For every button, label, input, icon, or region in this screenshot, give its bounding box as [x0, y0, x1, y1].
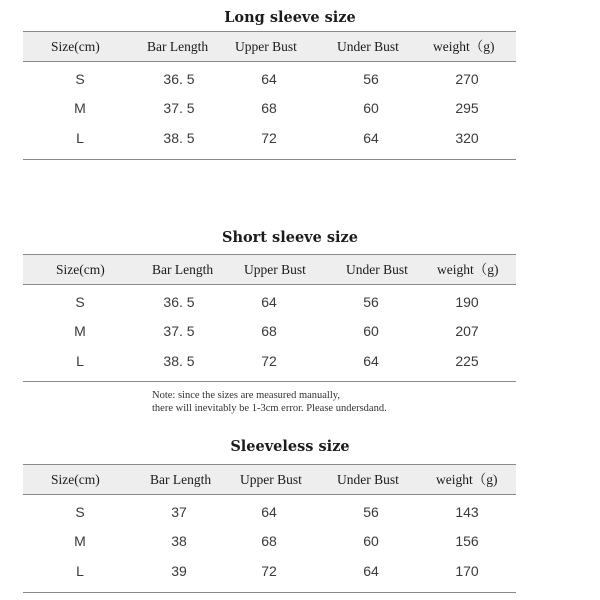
cell-size: S [75, 504, 85, 520]
table-bottom-rule [23, 381, 516, 382]
cell-bar-length: 36. 5 [163, 294, 195, 310]
table-row [23, 556, 516, 586]
cell-size: L [76, 130, 84, 146]
cell-weight: 225 [455, 353, 479, 369]
cell-upper-bust: 64 [261, 71, 277, 87]
cell-bar-length: 36. 5 [163, 71, 195, 87]
header-size: Size(cm) [56, 262, 105, 277]
cell-weight: 295 [455, 100, 479, 116]
table-header-sleeveless [23, 464, 516, 495]
cell-weight: 170 [455, 563, 479, 579]
cell-bar-length: 38 [171, 533, 187, 549]
cell-size: L [76, 563, 84, 579]
table-title-short-sleeve: Short sleeve size [221, 229, 359, 246]
cell-size: S [75, 294, 85, 310]
header-upper-bust: Upper Bust [244, 262, 306, 277]
table-row [23, 346, 516, 376]
note-line-2: there will inevitably be 1-3cm error. Please undersdand. [152, 403, 387, 414]
cell-weight: 143 [455, 504, 479, 520]
header-under-bust: Under Bust [337, 472, 399, 487]
cell-weight: 320 [455, 130, 479, 146]
cell-size: L [76, 353, 84, 369]
cell-bar-length: 38. 5 [163, 353, 195, 369]
cell-weight: 190 [455, 294, 479, 310]
cell-weight: 270 [455, 71, 479, 87]
header-upper-bust: Upper Bust [235, 39, 297, 54]
cell-upper-bust: 64 [261, 294, 277, 310]
note-line-1: Note: since the sizes are measured manually, [152, 390, 340, 401]
table-bottom-rule [23, 592, 516, 593]
header-bar-length: Bar Length [152, 262, 214, 277]
cell-upper-bust: 64 [261, 504, 277, 520]
cell-weight: 207 [455, 323, 479, 339]
cell-size: M [74, 323, 86, 339]
cell-bar-length: 37. 5 [163, 100, 195, 116]
table-row [23, 123, 516, 153]
table-bottom-rule [23, 159, 516, 160]
cell-bar-length: 39 [171, 563, 187, 579]
cell-under-bust: 60 [363, 323, 379, 339]
header-bar-length: Bar Length [150, 472, 212, 487]
header-under-bust: Under Bust [337, 39, 399, 54]
cell-size: S [75, 71, 85, 87]
cell-under-bust: 56 [363, 71, 379, 87]
header-weight: weight（g) [433, 39, 495, 54]
cell-under-bust: 60 [363, 100, 379, 116]
cell-upper-bust: 72 [261, 130, 277, 146]
table-header-long-sleeve [23, 31, 516, 62]
cell-bar-length: 37. 5 [163, 323, 195, 339]
table-row [23, 526, 516, 556]
header-weight: weight（g) [436, 472, 498, 487]
cell-weight: 156 [455, 533, 479, 549]
header-size: Size(cm) [51, 39, 100, 54]
cell-under-bust: 64 [363, 563, 379, 579]
header-bar-length: Bar Length [147, 39, 209, 54]
cell-under-bust: 64 [363, 353, 379, 369]
cell-under-bust: 56 [363, 294, 379, 310]
measurement-note [152, 389, 482, 415]
table-row [23, 287, 516, 317]
cell-bar-length: 38. 5 [163, 130, 195, 146]
table-title-long-sleeve: Long sleeve size [224, 9, 356, 26]
table-row [23, 497, 516, 527]
cell-size: M [74, 100, 86, 116]
cell-size: M [74, 533, 86, 549]
table-row [23, 316, 516, 346]
cell-upper-bust: 68 [261, 100, 277, 116]
cell-upper-bust: 72 [261, 563, 277, 579]
table-row [23, 64, 516, 94]
header-upper-bust: Upper Bust [240, 472, 302, 487]
table-row [23, 93, 516, 123]
cell-upper-bust: 68 [261, 323, 277, 339]
header-under-bust: Under Bust [346, 262, 408, 277]
cell-under-bust: 64 [363, 130, 379, 146]
table-title-sleeveless: Sleeveless size [230, 438, 350, 455]
cell-bar-length: 37 [171, 504, 187, 520]
header-weight: weight（g) [437, 262, 499, 277]
cell-under-bust: 56 [363, 504, 379, 520]
cell-upper-bust: 68 [261, 533, 277, 549]
table-header-short-sleeve [23, 254, 516, 285]
cell-under-bust: 60 [363, 533, 379, 549]
header-size: Size(cm) [51, 472, 100, 487]
cell-upper-bust: 72 [261, 353, 277, 369]
